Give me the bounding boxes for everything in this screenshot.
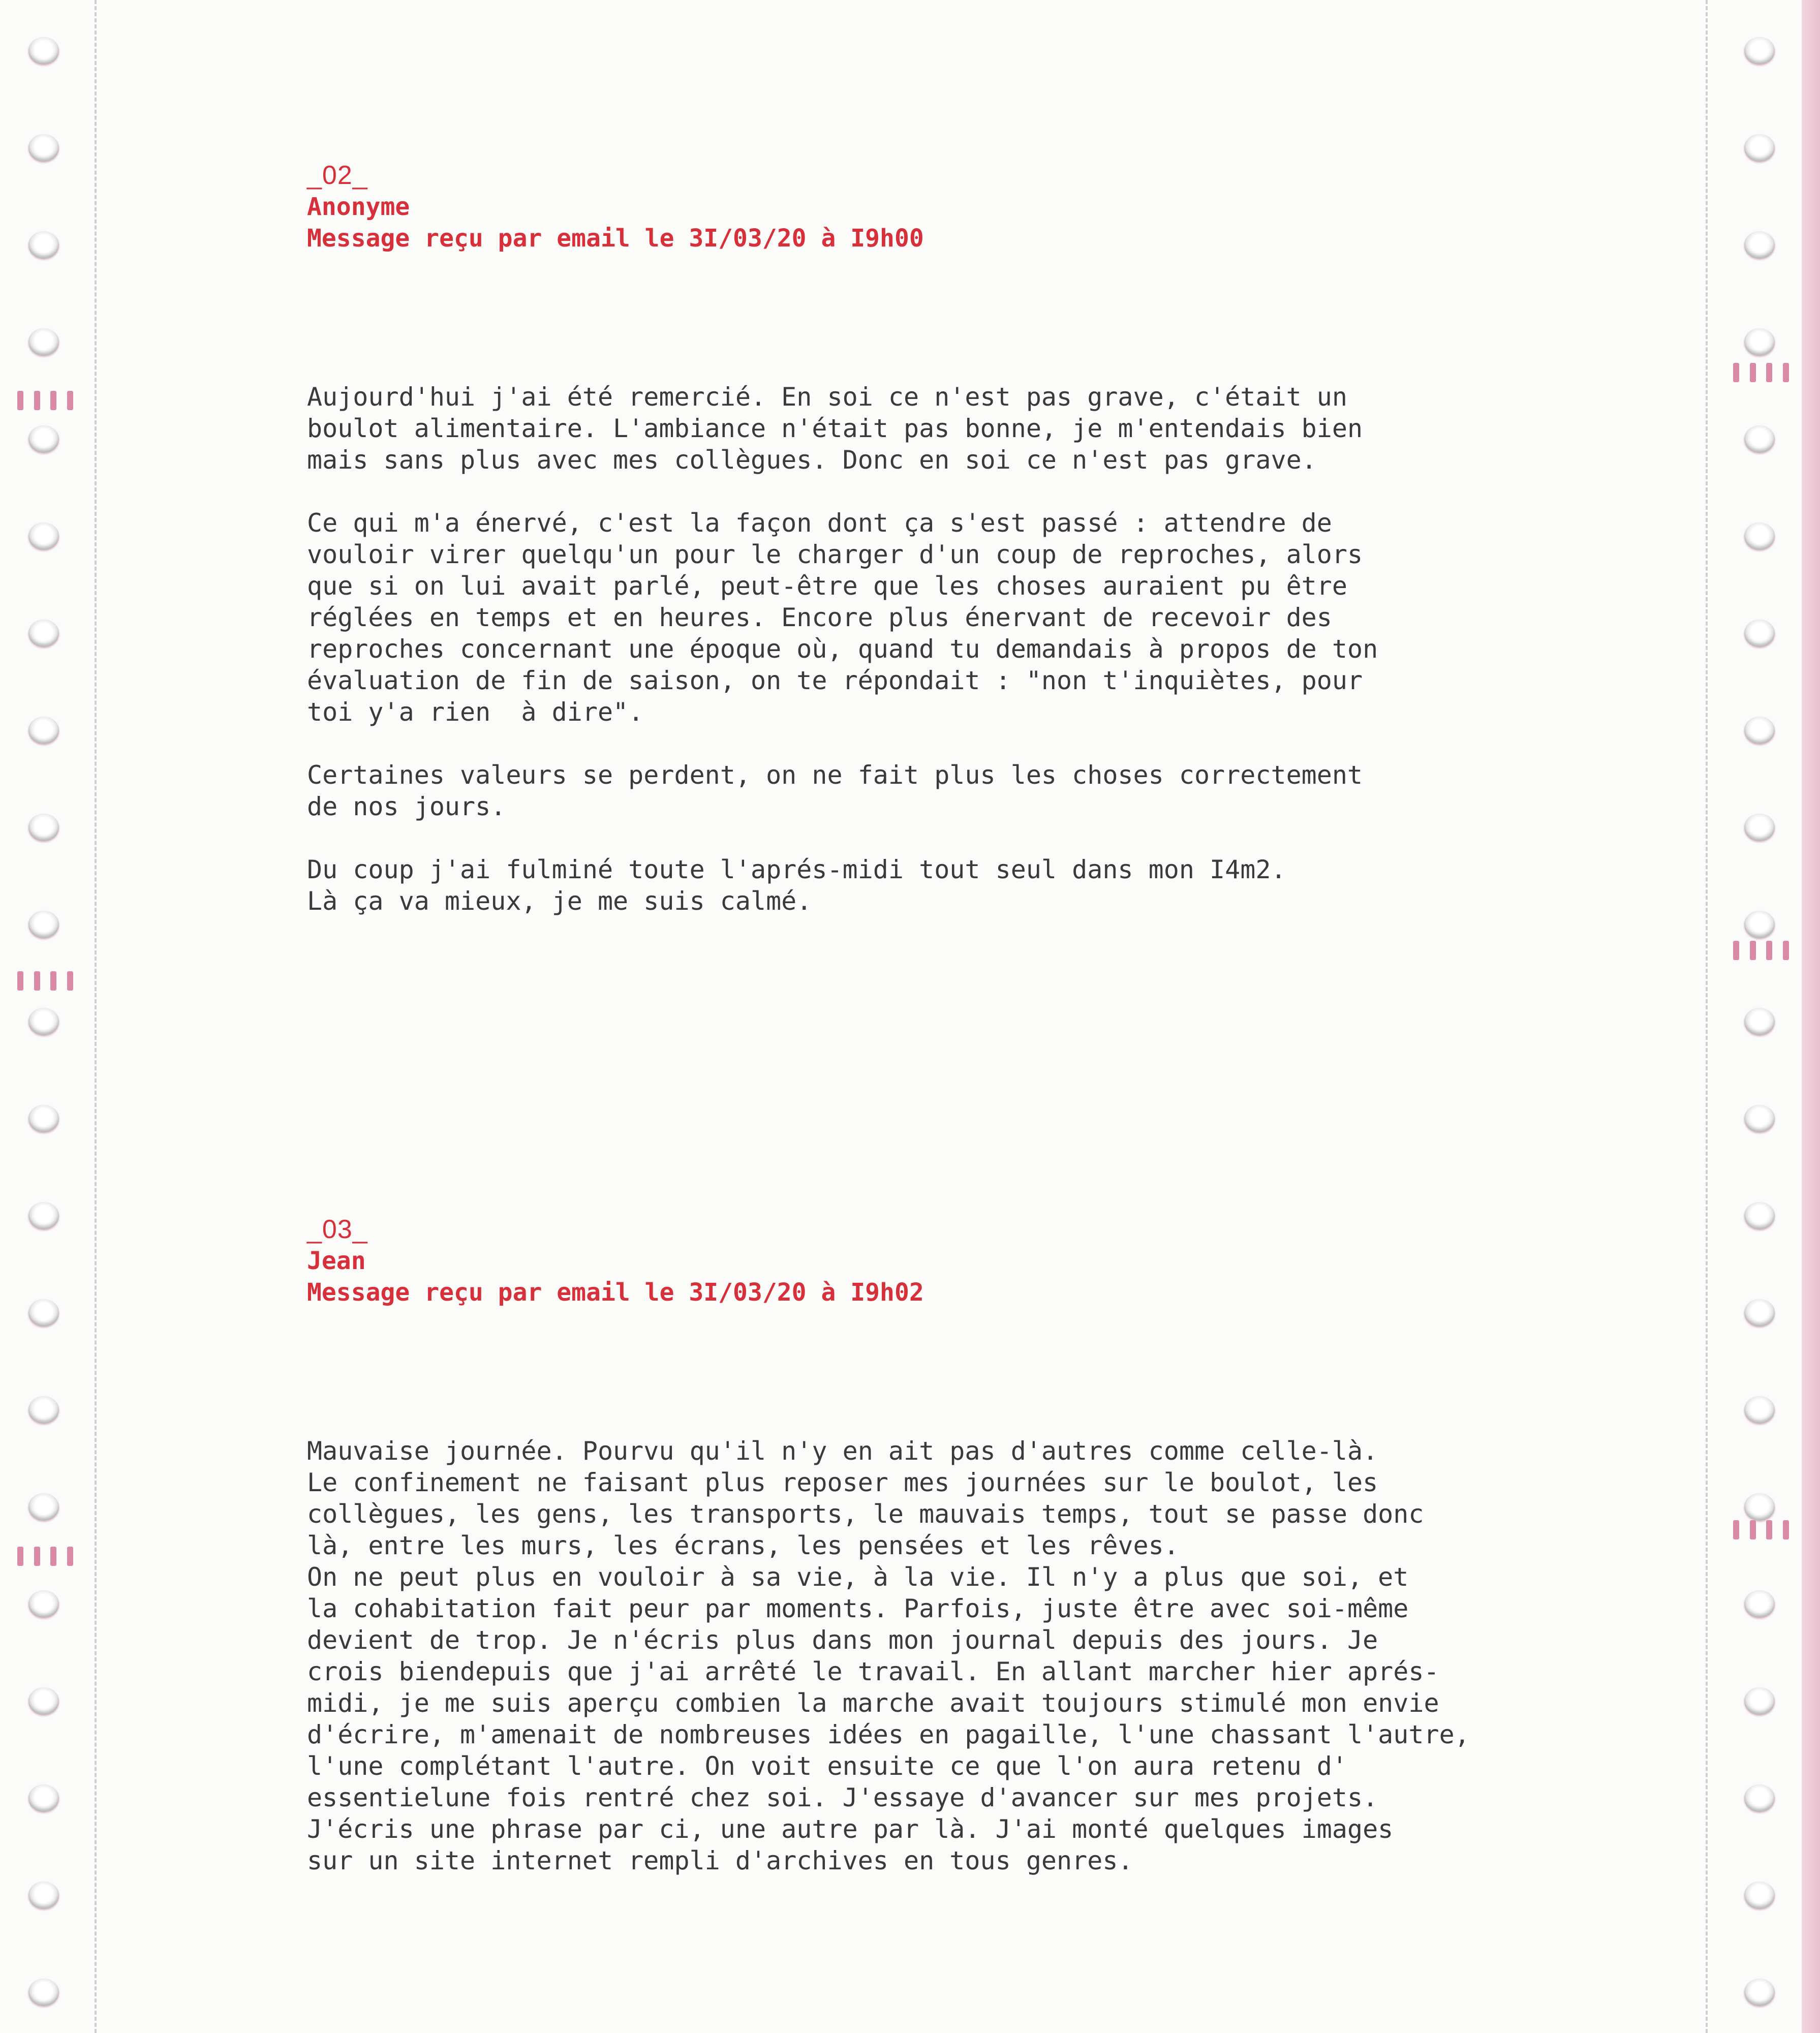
tractor-hole bbox=[28, 620, 59, 647]
tractor-hole bbox=[1744, 231, 1775, 259]
perforation-ticks bbox=[17, 389, 73, 412]
paragraph: Ce qui m'a énervé, c'est la façon dont ça s'est passé : attendre de vouloir virer quelqu'un pour le charger d'un coup de reproches, alors que si on lui avait parlé, peut-être que les choses auraient pu être réglées en temps et en heures. Encore plus énervant de recevoir des reproches concernant une époque où, quand tu demandais à propos de ton évaluation de fin de saison, on te répondait : "non t'inquiètes, pour toi y'a rien à dire". bbox=[307, 508, 1378, 727]
tractor-hole bbox=[1744, 1882, 1775, 1909]
tractor-hole bbox=[1744, 1590, 1775, 1618]
tractor-hole bbox=[28, 814, 59, 841]
tractor-hole bbox=[28, 1493, 59, 1521]
tractor-hole bbox=[1744, 1493, 1775, 1521]
perforation-ticks bbox=[1733, 1519, 1789, 1541]
entry-number: _02_ bbox=[307, 161, 368, 190]
tractor-hole bbox=[1744, 814, 1775, 841]
tractor-hole bbox=[28, 522, 59, 550]
tractor-hole bbox=[28, 134, 59, 162]
paragraph: Certaines valeurs se perdent, on ne fait plus les choses correctement de nos jours. bbox=[307, 760, 1363, 821]
tractor-hole bbox=[1744, 1979, 1775, 2006]
tractor-hole bbox=[28, 1882, 59, 1909]
tractor-hole bbox=[28, 911, 59, 938]
tractor-hole bbox=[28, 1105, 59, 1132]
tractor-hole bbox=[1744, 1008, 1775, 1035]
tractor-hole bbox=[28, 1784, 59, 1812]
tractor-hole bbox=[1744, 1105, 1775, 1132]
entry-received-line: Message reçu par email le 3I/03/20 à I9h00 bbox=[307, 224, 924, 253]
tractor-hole bbox=[28, 1590, 59, 1618]
tractor-hole bbox=[1744, 328, 1775, 356]
perforation-ticks bbox=[1733, 361, 1789, 384]
entry-03 bbox=[307, 1214, 1547, 1908]
tractor-hole bbox=[28, 425, 59, 453]
tractor-hole bbox=[28, 37, 59, 65]
tractor-hole bbox=[1744, 911, 1775, 938]
perforation-ticks bbox=[1733, 939, 1789, 962]
tractor-hole bbox=[1744, 134, 1775, 162]
tractor-hole bbox=[1744, 1687, 1775, 1715]
left-perforation-line bbox=[95, 0, 97, 2033]
tractor-hole bbox=[1744, 717, 1775, 744]
entry-author: Jean bbox=[307, 1247, 366, 1275]
tractor-hole bbox=[1744, 1202, 1775, 1229]
tractor-hole bbox=[1744, 1396, 1775, 1424]
tractor-hole bbox=[1744, 425, 1775, 453]
tractor-hole bbox=[1744, 620, 1775, 647]
entry-author: Anonyme bbox=[307, 193, 410, 221]
right-perforation-line bbox=[1706, 0, 1708, 2033]
tractor-hole bbox=[28, 1008, 59, 1035]
entry-02 bbox=[307, 160, 1547, 948]
tractor-hole bbox=[28, 717, 59, 744]
tractor-hole bbox=[28, 1687, 59, 1715]
tractor-hole bbox=[28, 1202, 59, 1229]
tractor-hole bbox=[28, 231, 59, 259]
tractor-hole bbox=[28, 1396, 59, 1424]
perforation-ticks bbox=[17, 970, 73, 992]
perforation-ticks bbox=[17, 1545, 73, 1567]
right-pink-edge bbox=[1802, 0, 1820, 2033]
tractor-hole bbox=[1744, 37, 1775, 65]
tractor-hole bbox=[28, 1299, 59, 1327]
paragraph: Du coup j'ai fulminé toute l'aprés-midi tout seul dans mon I4m2. Là ça va mieux, je me suis calmé. bbox=[307, 855, 1286, 916]
tractor-hole bbox=[28, 328, 59, 356]
entry-received-line: Message reçu par email le 3I/03/20 à I9h02 bbox=[307, 1278, 924, 1307]
paragraph: Aujourd'hui j'ai été remercié. En soi ce n'est pas grave, c'était un boulot alimentaire. L'ambiance n'était pas bonne, je m'entendais bien mais sans plus avec mes collègues. Donc en soi ce n'est pas grave. bbox=[307, 382, 1363, 475]
paragraph: Mauvaise journée. Pourvu qu'il n'y en ait pas d'autres comme celle-là. Le confinement ne faisant plus reposer mes journées sur le boulot, les collègues, les gens, les transports, le mauvais temps, tout se passe donc là, entre les murs, les écrans, les pensées et les rêves. On ne peut plus en vouloir à sa vie, à la vie. Il n'y a plus que soi, et la cohabitation fait peur par moments. Parfois, juste être avec soi-même devient de trop. Je n'écris plus dans mon journal depuis des jours. Je crois biendepuis que j'ai arrêté le travail. En allant marcher hier aprés- midi, je me suis aperçu combien la marche avait toujours stimulé mon envie d'écrire, m'amenait de nombreuses idées en pagaille, l'une chassant l'autre, l'une complétant l'autre. On voit ensuite ce que l'on aura retenu d' essentielune fois rentré chez soi. J'essaye d'avancer sur mes projets. J'écris une phrase par ci, une autre par là. J'ai monté quelques images sur un site internet rempli d'archives en tous genres. bbox=[307, 1436, 1470, 1875]
entry-number: _03_ bbox=[307, 1215, 368, 1244]
tractor-hole bbox=[1744, 1784, 1775, 1812]
tractor-hole bbox=[28, 1979, 59, 2006]
tractor-hole bbox=[1744, 522, 1775, 550]
tractor-hole bbox=[1744, 1299, 1775, 1327]
